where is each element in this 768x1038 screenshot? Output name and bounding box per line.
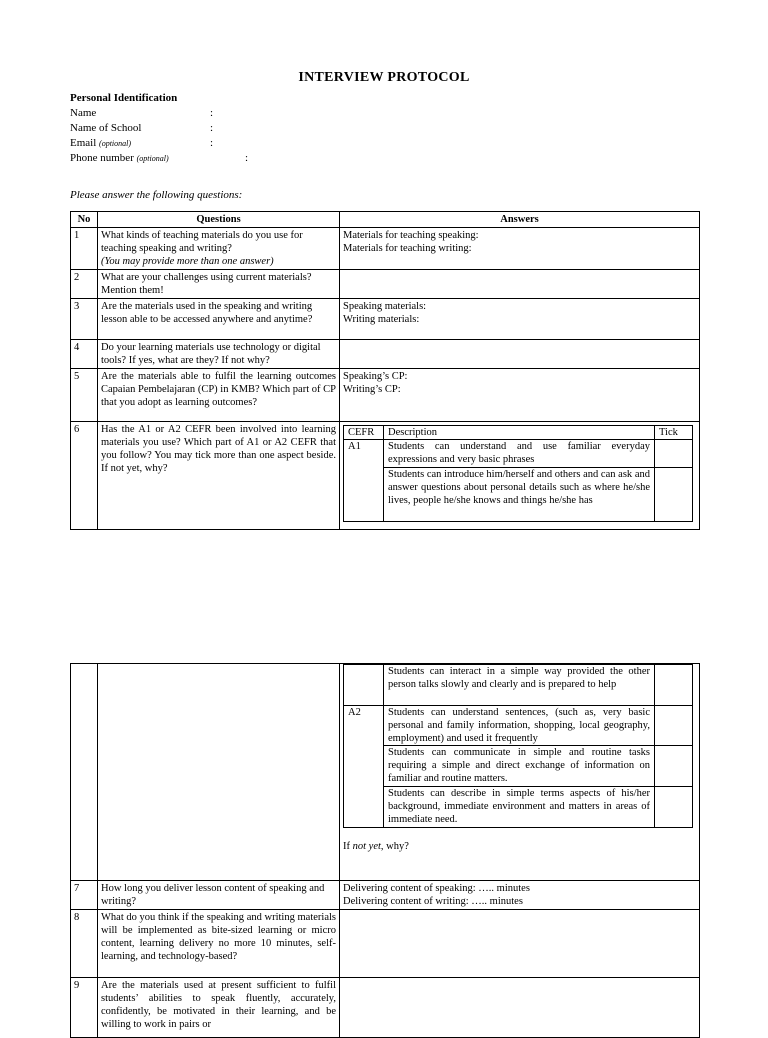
row-number: 1 <box>71 228 98 270</box>
table-row <box>71 881 700 910</box>
tick-cell[interactable] <box>655 746 693 787</box>
question-text: How long you deliver lesson content of speaking and writing? <box>98 881 340 910</box>
cefr-row <box>344 440 693 468</box>
question-text: Are the materials used in the speaking and writing lesson able to be accessed anywhere and anytime? <box>98 299 340 340</box>
field-name <box>70 107 370 122</box>
questions-table-continued <box>70 663 700 1038</box>
answer-line: Speaking materials: <box>343 301 427 312</box>
field-school <box>70 122 370 137</box>
row-number: 5 <box>71 369 98 422</box>
answer-line: Materials for teaching speaking: <box>343 230 479 241</box>
table-row <box>71 978 700 1038</box>
question-text: Do your learning materials use technology or digital tools? If yes, what are they? If not why? <box>98 340 340 369</box>
cefr-description: Students can communicate in simple and routine tasks requiring a simple and direct exchange of information on familiar and routine matters. <box>384 746 655 787</box>
row-number: 7 <box>71 881 98 910</box>
field-note: (optional) <box>99 139 132 148</box>
table-row <box>71 270 700 299</box>
personal-identification <box>70 92 370 167</box>
table-row <box>71 340 700 369</box>
table-row <box>71 910 700 978</box>
answer-cell <box>340 422 700 530</box>
row-number: 9 <box>71 978 98 1038</box>
header-answers: Answers <box>340 212 700 228</box>
answer-cell <box>340 910 700 978</box>
document-title: INTERVIEW PROTOCOL <box>298 70 470 85</box>
cefr-description: Students can describe in simple terms aspects of his/her background, immediate environment and matters in areas of immediate need. <box>384 787 655 828</box>
row-number: 3 <box>71 299 98 340</box>
cefr-level: A1 <box>344 440 384 522</box>
question-text: What are your challenges using current materials? Mention them! <box>98 270 340 299</box>
instruction-text: Please answer the following questions: <box>70 189 243 201</box>
prompt-italic: not yet <box>352 841 381 852</box>
question-text: What kinds of teaching materials do you use for teaching speaking and writing? <box>101 230 303 254</box>
tick-cell[interactable] <box>655 706 693 746</box>
cefr-level <box>344 665 384 706</box>
tick-cell[interactable] <box>655 787 693 828</box>
cefr-description: Students can introduce him/herself and others and can ask and answer questions about personal details such as where he/she lives, people he/she knows and things he/she has <box>384 468 655 522</box>
field-colon: : <box>210 107 214 119</box>
field-label: Name of School <box>70 122 142 134</box>
answer-cell <box>340 299 700 340</box>
tick-header: Tick <box>655 426 693 440</box>
field-label: Phone number <box>70 152 134 164</box>
field-colon: : <box>210 137 214 149</box>
field-label: Email <box>70 137 97 149</box>
answer-cell <box>340 664 700 881</box>
cefr-description: Students can interact in a simple way provided the other person talks slowly and clearly and is prepared to help <box>384 665 655 706</box>
answer-line: Writing’s CP: <box>343 384 401 395</box>
row-number: 8 <box>71 910 98 978</box>
cefr-description: Students can understand and use familiar everyday expressions and very basic phrases <box>384 440 655 468</box>
cefr-row <box>344 746 693 787</box>
prompt-suffix: , why? <box>380 841 409 852</box>
answer-line: Materials for teaching writing: <box>343 243 472 254</box>
row-number: 4 <box>71 340 98 369</box>
cefr-row <box>344 468 693 522</box>
table-row <box>71 369 700 422</box>
table-row <box>71 299 700 340</box>
row-number: 6 <box>71 422 98 530</box>
header-no: No <box>71 212 98 228</box>
field-phone <box>70 152 370 167</box>
personal-heading: Personal Identification <box>70 92 178 104</box>
field-email <box>70 137 370 152</box>
answer-cell <box>340 340 700 369</box>
table-row <box>71 228 700 270</box>
cefr-table-continued <box>343 664 693 828</box>
question-cell <box>98 228 340 270</box>
answer-line: Delivering content of writing: ….. minutes <box>343 896 523 907</box>
tick-cell[interactable] <box>655 440 693 468</box>
cefr-level: A2 <box>344 706 384 828</box>
answer-cell <box>340 978 700 1038</box>
answer-cell <box>340 270 700 299</box>
question-cell <box>98 664 340 881</box>
cefr-row <box>344 787 693 828</box>
field-colon: : <box>210 122 214 134</box>
prompt-prefix: If <box>343 841 353 852</box>
answer-line: Speaking’s CP: <box>343 371 408 382</box>
answer-cell <box>340 369 700 422</box>
tick-cell[interactable] <box>655 468 693 522</box>
table-row <box>71 422 700 530</box>
answer-line: Delivering content of speaking: ….. minutes <box>343 883 530 894</box>
cefr-header: CEFR <box>344 426 384 440</box>
cefr-row <box>344 706 693 746</box>
description-header: Description <box>384 426 655 440</box>
row-number <box>71 664 98 881</box>
if-not-yet-prompt <box>343 840 696 853</box>
question-text: Are the materials able to fulfil the learning outcomes Capaian Pembelajaran (CP) in KMB? Which part of CP that you adopt as learning outcomes? <box>98 369 340 422</box>
table-row <box>71 664 700 881</box>
cefr-table <box>343 425 693 522</box>
answer-cell <box>340 881 700 910</box>
tick-cell[interactable] <box>655 665 693 706</box>
cefr-description: Students can understand sentences, (such as, very basic personal and family information, shopping, local geography, employment) and used it frequently <box>384 706 655 746</box>
question-note: (You may provide more than one answer) <box>101 256 274 267</box>
field-note: (optional) <box>136 154 169 163</box>
row-number: 2 <box>71 270 98 299</box>
question-text: Are the materials used at present sufficient to fulfil students’ abilities to speak fluently, accurately, confidently, be motivated in their learning, and be willing to work in pairs or <box>98 978 340 1038</box>
cefr-row <box>344 665 693 706</box>
question-text: Has the A1 or A2 CEFR been involved into learning materials you use? Which part of A1 or A2 CEFR that you follow? You may tick more than one aspect beside. If not yet, why? <box>98 422 340 530</box>
questions-table <box>70 211 700 530</box>
answer-cell <box>340 228 700 270</box>
answer-line: Writing materials: <box>343 314 420 325</box>
header-questions: Questions <box>98 212 340 228</box>
field-label: Name <box>70 107 97 119</box>
question-text: What do you think if the speaking and writing materials will be implemented as bite-sized learning or micro content, learning delivery no more 10 minutes, self-learning, and technology-based? <box>98 910 340 978</box>
field-colon: : <box>245 152 249 164</box>
